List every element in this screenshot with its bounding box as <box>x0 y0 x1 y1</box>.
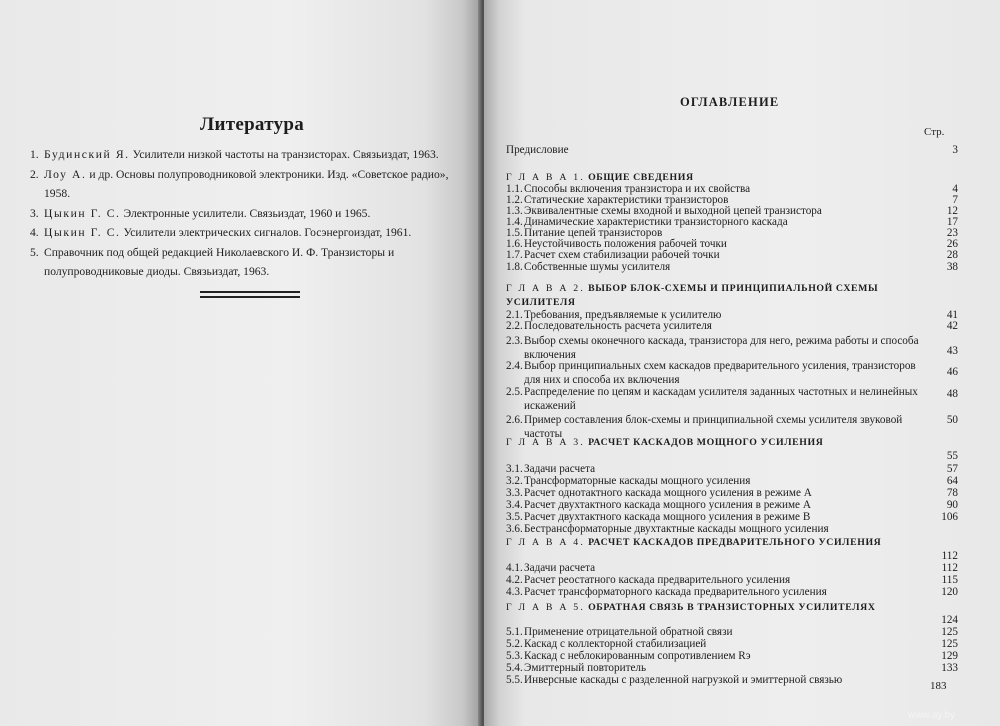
toc-item: 5.2. Каскад с коллекторной стабилизацией 125 <box>506 638 958 650</box>
reference-item: 2. Лоу А. и др. Основы полупроводниковой электроники. Изд. «Советское радио», 1958. <box>30 167 449 200</box>
toc-item: 2.5. Распределение по цепям и каскадам усилителя заданных частотных и нелинейных искажений 48 <box>506 386 958 412</box>
toc-item: 1.4. Динамические характеристики транзисторного каскада 17 <box>506 216 958 228</box>
end-rule <box>200 291 300 293</box>
toc-item: 2.4. Выбор принципиальных схем каскадов предварительного усиления, транзисторов для них и способа их включения 46 <box>506 360 958 386</box>
left-page <box>0 0 482 726</box>
reference-item: 3. Цыкин Г. С. Электронные усилители. Связьиздат, 1960 и 1965. <box>30 206 371 220</box>
page-number: 183 <box>930 680 947 692</box>
end-rule <box>200 296 300 298</box>
toc-item: 1.7. Расчет схем стабилизации рабочей точки 28 <box>506 249 958 261</box>
toc-item: 2.3. Выбор схемы оконечного каскада, транзистора для него, режима работы и способа включения 43 <box>506 335 958 361</box>
toc-preface: Предисловие 3 <box>506 144 958 156</box>
toc-title: ОГЛАВЛЕНИЕ <box>680 95 780 109</box>
literature-title: Литература <box>200 114 305 135</box>
chapter-heading: Г Л А В А 4. РАСЧЕТ КАСКАДОВ ПРЕДВАРИТЕЛЬНОГО УСИЛЕНИЯ <box>506 537 882 548</box>
reference-item: 5. Справочник под общей редакцией Николаевского И. Ф. Транзисторы и полупроводниковые диоды. Связьиздат, 1963. <box>30 245 395 278</box>
toc-item: 1.5. Питание цепей транзисторов 23 <box>506 227 958 239</box>
toc-item: 5.5. Инверсные каскады с разделенной нагрузкой и эмиттерной связью <box>506 674 843 686</box>
toc-item: 2.6. Пример составления блок-схемы и принципиальной схемы усилителя звуковой частоты 50 <box>506 414 958 440</box>
toc-item: 4.2. Расчет реостатного каскада предварительного усиления 115 <box>506 574 958 586</box>
toc-item: 1.8. Собственные шумы усилителя 38 <box>506 261 958 273</box>
toc-item: 5.1. Применение отрицательной обратной связи 125 <box>506 626 958 638</box>
toc-chapter-page: 55 <box>946 450 958 462</box>
toc-item: 1.2. Статические характеристики транзисторов 7 <box>506 194 958 206</box>
chapter-heading: Г Л А В А 1. ОБЩИЕ СВЕДЕНИЯ <box>506 172 694 183</box>
reference-item: 1. Будинский Я. Усилители низкой частоты на транзисторах. Связьиздат, 1963. <box>30 148 439 161</box>
watermark: www.ay.by <box>908 710 956 721</box>
chapter-heading: Г Л А В А 2. ВЫБОР БЛОК-СХЕМЫ И ПРИНЦИПИАЛЬНОЙ СХЕМЫ УСИЛИТЕЛЯ <box>506 283 879 308</box>
toc-chapter-page: 112 <box>941 550 958 562</box>
toc-item: 2.1. Требования, предъявляемые к усилителю 41 <box>506 309 958 321</box>
chapter-heading: Г Л А В А 5. ОБРАТНАЯ СВЯЗЬ В ТРАНЗИСТОРНЫХ УСИЛИТЕЛЯХ <box>506 602 876 613</box>
toc-item: 3.4. Расчет двухтактного каскада мощного усиления в режиме А 90 <box>506 499 958 511</box>
toc-chapter-page: 124 <box>941 614 958 626</box>
toc-item: 3.2. Трансформаторные каскады мощного усиления 64 <box>506 475 958 487</box>
toc-item: 3.1. Задачи расчета 57 <box>506 463 958 475</box>
toc-item: 4.3. Расчет трансформаторного каскада предварительного усиления 120 <box>506 586 958 598</box>
reference-item: 4. Цыкин Г. С. Усилители электрических сигналов. Госэнергоиздат, 1961. <box>30 226 412 239</box>
toc-item: 2.2. Последовательность расчета усилителя 42 <box>506 320 958 332</box>
toc-item: 3.3. Расчет однотактного каскада мощного усиления в режиме А 78 <box>506 487 958 499</box>
toc-item: 1.1. Способы включения транзистора и их свойства 4 <box>506 183 958 195</box>
chapter-heading: Г Л А В А 3. РАСЧЕТ КАСКАДОВ МОЩНОГО УСИЛЕНИЯ <box>506 437 824 448</box>
toc-item: 5.3. Каскад с неблокированным сопротивлением Rэ 129 <box>506 650 958 662</box>
toc-item: 5.4. Эмиттерный повторитель 133 <box>506 662 958 674</box>
toc-item: 3.5. Расчет двухтактного каскада мощного усиления в режиме В 106 <box>506 511 958 523</box>
toc-item: 1.3. Эквивалентные схемы входной и выходной цепей транзистора 12 <box>506 205 958 217</box>
toc-item: 4.1. Задачи расчета 112 <box>506 562 958 574</box>
toc-item: 3.6. Бестрансформаторные двухтактные каскады мощного усиления <box>506 523 829 535</box>
page-column-label: Стр. <box>924 126 945 138</box>
reference-list <box>30 145 450 282</box>
toc-item: 1.6. Неустойчивость положения рабочей точки 26 <box>506 238 958 250</box>
